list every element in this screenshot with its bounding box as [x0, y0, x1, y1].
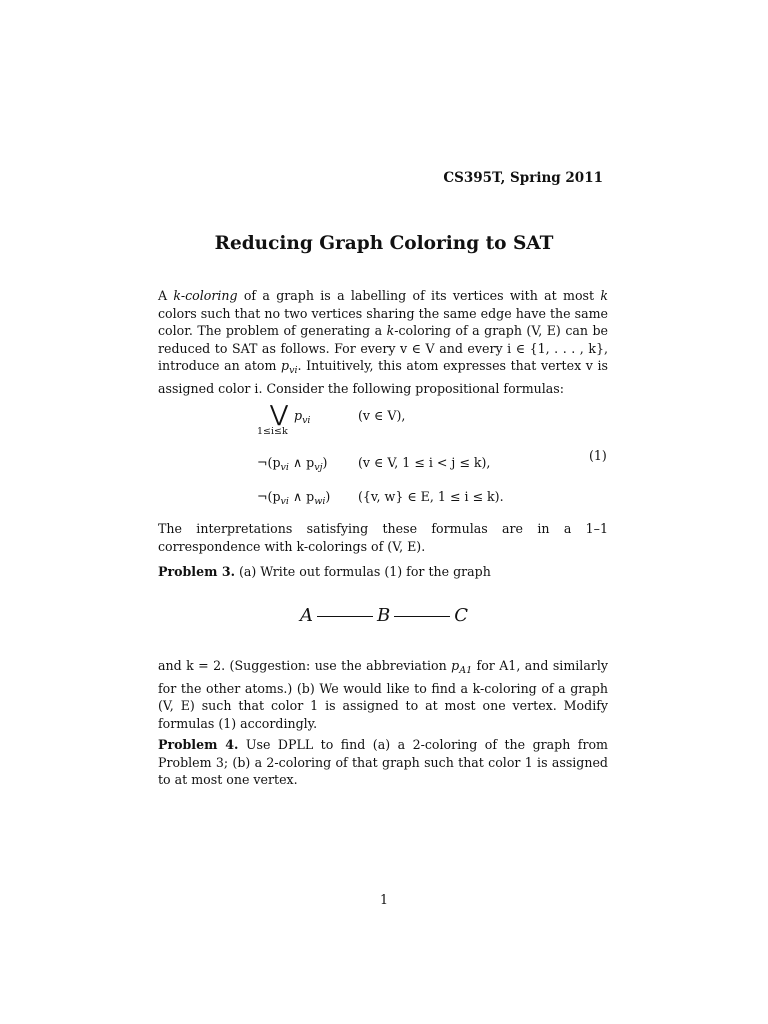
intro-text-2: of a graph is a labelling of its vertices with at most	[237, 288, 601, 303]
intro-text-4: -coloring of a graph (V, E) can be reduced to SAT as follows. For every v ∈ V and every i ∈ {1, . . . , k}, introduce an atom	[158, 323, 608, 374]
f2-sub1: vi	[280, 462, 289, 473]
problem-4-label: Problem 4.	[158, 737, 239, 752]
graph-diagram	[0, 605, 768, 626]
f1-p: p	[294, 408, 303, 423]
intro-paragraph	[158, 287, 608, 398]
f3-c: )	[325, 489, 331, 504]
big-or-range: 1≤i≤k	[257, 426, 288, 437]
intro-atom-p: p	[281, 358, 290, 374]
graph-edge-bc	[394, 616, 450, 617]
intro-k: k	[600, 288, 608, 303]
correspondence-paragraph: The interpretations satisfying these formulas are in a 1–1 correspondence with k-colorings of (V, E).	[158, 521, 608, 554]
formula-3-lhs	[257, 489, 330, 507]
problem-4-text: Use DPLL to find (a) a 2-coloring of the graph from Problem 3; (b) a 2-coloring of that graph such that color 1 is assigned to at most one vertex.	[158, 737, 608, 788]
problem-3-statement	[158, 563, 608, 581]
equation-number: (1)	[589, 448, 607, 463]
intro-text-3: colors such that no two vertices sharing the same edge have the same color. The problem of generating a	[158, 305, 608, 339]
f3-sub2: wi	[314, 496, 326, 507]
f3-a: ¬(p	[257, 489, 281, 504]
problem-3-label: Problem 3.	[158, 564, 235, 579]
problem-3-atom-p: p	[451, 658, 460, 673]
graph-node-c: C	[454, 605, 468, 626]
f2-b: ∧ p	[288, 455, 315, 470]
f3-sub1: vi	[280, 496, 289, 507]
problem-4-statement	[158, 736, 608, 789]
f1-sub: vi	[302, 415, 311, 426]
intro-k-2: k	[386, 323, 395, 339]
formula-2-condition: (v ∈ V, 1 ≤ i < j ≤ k),	[358, 455, 491, 470]
graph-node-a: A	[299, 605, 313, 626]
intro-term-k-coloring: k-coloring	[173, 288, 238, 303]
problem-3-cont-b: for A1, and similarly for the other atoms.) (b) We would like to find a k-coloring of a graph (V, E) such that color 1 is assigned to at most one vertex. Modify formulas (1) accordingly.	[158, 658, 608, 731]
big-or-symbol: ⋁	[270, 402, 289, 427]
formula-1-lhs	[294, 408, 310, 426]
formula-2-lhs	[257, 455, 327, 473]
problem-3-cont-a: and k = 2. (Suggestion: use the abbreviation	[158, 658, 452, 673]
page-number: 1	[379, 892, 388, 907]
f2-a: ¬(p	[257, 455, 281, 470]
intro-atom-sub: vi	[289, 365, 298, 377]
problem-3-text: (a) Write out formulas (1) for the graph	[234, 564, 491, 579]
graph-node-b: B	[376, 605, 391, 626]
problem-3-atom-sub: A1	[459, 665, 473, 676]
graph-edge-ab	[317, 616, 373, 617]
f2-c: )	[322, 455, 328, 470]
formula-3-condition: ({v, w} ∈ E, 1 ≤ i ≤ k).	[358, 489, 504, 504]
intro-text-1: A	[158, 288, 174, 303]
f3-b: ∧ p	[288, 489, 315, 504]
course-header: CS395T, Spring 2011	[443, 170, 603, 186]
document-title: Reducing Graph Coloring to SAT	[214, 233, 554, 254]
problem-3-continuation	[158, 657, 608, 732]
formula-1-condition: (v ∈ V),	[358, 408, 406, 423]
intro-text-5: . Intuitively, this atom expresses that vertex v is assigned color i. Consider the following propositional formulas:	[158, 358, 608, 396]
f2-sub2: vj	[314, 462, 323, 473]
